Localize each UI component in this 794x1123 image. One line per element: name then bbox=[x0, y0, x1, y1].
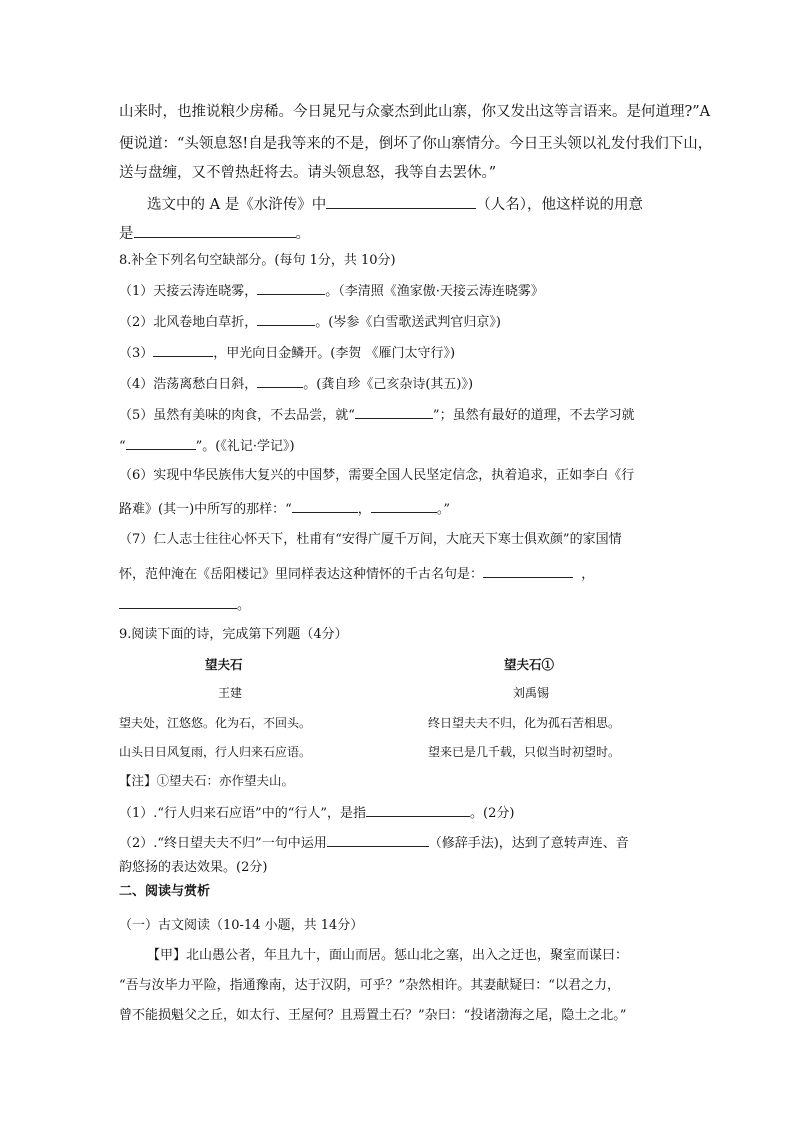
q8-item-1 bbox=[119, 279, 544, 302]
passage-line-2: 便说道：“头领息怒!自是我等来的不是，倒坏了你山寨情分。今日王头领以礼发付我们下山， bbox=[119, 136, 713, 152]
question-7-text-d: 。 bbox=[295, 226, 310, 242]
q8-item-6-end: 。” bbox=[436, 502, 450, 517]
q8-item-7-text-b: 怀，范仲淹在《岳阳楼记》里同样表达这种情怀的千古名句是： bbox=[119, 567, 484, 582]
q8-item-6-text-b: 路难》(其一)中所写的那样：“ bbox=[119, 502, 292, 517]
poem-2-line-1: 终日望夫夫不归，化为孤石苦相思。 bbox=[428, 716, 621, 730]
q8-item-4-text: （4）浩荡离愁白日斜， bbox=[119, 377, 258, 392]
q8-item-5-text-b: ”；虽然有最好的道理，不去学习就 bbox=[432, 408, 635, 423]
q9-sub-1-score: 。(2分) bbox=[470, 806, 515, 821]
q8-item-2-source: 。(岑参《白雪歌送武判官归京》) bbox=[315, 315, 501, 330]
question-7-line-2 bbox=[119, 222, 310, 244]
q8-item-6: （6）实现中华民族伟大复兴的中国梦，需要全国人民坚定信念，执着追求，正如李白《行 bbox=[119, 468, 635, 483]
q8-item-7-cont bbox=[119, 562, 594, 585]
q8-item-7-end bbox=[119, 593, 250, 616]
q8-blank-4[interactable] bbox=[257, 372, 303, 388]
q8-item-5-text: （5）虽然有美味的肉食，不去品尝，就“ bbox=[119, 408, 355, 423]
q9-sub-2-text: （2）.“终日望夫夫不归”一句中运用 bbox=[119, 836, 327, 851]
q8-item-2-text: （2）北风卷地白草折， bbox=[119, 315, 258, 330]
q8-item-5-quote: “ bbox=[119, 439, 126, 454]
question-7-text-b: （人名），他这样说的用意 bbox=[476, 197, 643, 213]
q9-sub-1-text: （1）.“行人归来石应语”中的“行人”，是指 bbox=[119, 806, 366, 821]
question-7-text-a: 选文中的 A 是《水浒传》中 bbox=[147, 197, 327, 213]
poem-1-title: 望夫石 bbox=[205, 657, 243, 672]
classical-text-line-3: 曾不能损魁父之丘，如太行、王屋何？且焉置土石？”杂曰：“投诸渤海之尾，隐土之北。” bbox=[119, 1008, 627, 1023]
q8-item-1-text: （1）天接云涛连晓雾， bbox=[119, 284, 258, 299]
question-8-title: 8.补全下列名句空缺部分。(每句 1分，共 10分) bbox=[119, 253, 396, 268]
answer-blank-intent[interactable] bbox=[134, 222, 296, 238]
q9-blank-1[interactable] bbox=[366, 801, 470, 817]
q9-sub-2-text-b: （修辞手法)，达到了意转声连、音 bbox=[428, 836, 629, 851]
question-7-text-c: 是 bbox=[119, 226, 134, 242]
q8-blank-6a[interactable] bbox=[292, 497, 358, 513]
answer-blank-name[interactable] bbox=[326, 193, 476, 209]
q8-blank-3[interactable] bbox=[153, 341, 213, 357]
q8-item-1-source: 。（李清照《渔家傲·天接云涛连晓雾》 bbox=[325, 284, 544, 299]
q8-item-6-comma: ， bbox=[357, 502, 371, 517]
q8-item-7: （7）仁人志士往往心怀天下，杜甫有“安得广厦千万间，大庇天下寒士俱欢颜”的家国情 bbox=[119, 532, 622, 547]
poem-1-line-1: 望夫处，江悠悠。化为石，不回头。 bbox=[119, 716, 312, 730]
poem-2-author: 刘禹锡 bbox=[513, 686, 550, 700]
poem-note: 【注】①望夫石：亦作望夫山。 bbox=[119, 773, 295, 788]
q8-item-5-cont bbox=[119, 434, 295, 457]
q8-blank-5b[interactable] bbox=[126, 434, 196, 450]
section-2-subtitle: （一）古文阅读（10-14 小题，共 14分） bbox=[119, 918, 364, 933]
classical-text-line-1: 【甲】北山愚公者，年且九十，面山而居。惩山北之塞，出入之迂也，聚室而谋曰： bbox=[147, 948, 629, 963]
q8-blank-7b[interactable] bbox=[119, 593, 237, 609]
q8-item-5 bbox=[119, 403, 635, 426]
q8-blank-2[interactable] bbox=[257, 310, 315, 326]
q8-blank-6b[interactable] bbox=[371, 497, 437, 513]
q8-blank-5a[interactable] bbox=[355, 403, 433, 419]
q8-item-3-text: （3） bbox=[119, 346, 154, 361]
q8-item-7-comma: ， bbox=[581, 567, 595, 582]
passage-line-3: 送与盘缠，又不曾热赶将去。请头领息怒，我等自去罢休。” bbox=[119, 165, 497, 181]
q8-item-6-cont bbox=[119, 497, 450, 520]
q9-sub-2-cont: 韵悠扬的表达效果。(2分) bbox=[119, 860, 268, 875]
q8-item-5-source: ”。(《礼记·学记》) bbox=[195, 439, 295, 454]
q8-blank-7a[interactable] bbox=[483, 562, 573, 578]
question-7-line-1 bbox=[147, 193, 643, 215]
q8-item-7-period: 。 bbox=[237, 598, 251, 613]
q9-blank-2[interactable] bbox=[327, 831, 429, 847]
poem-2-title: 望夫石① bbox=[504, 657, 555, 672]
question-9-title: 9.阅读下面的诗，完成第下列题（4分） bbox=[119, 627, 348, 642]
poem-1-line-2: 山头日日风复雨，行人归来石应语。 bbox=[119, 745, 312, 759]
poem-1-author: 王建 bbox=[218, 686, 243, 700]
passage-line-1: 山来时，也推说粮少房稀。今日晁兄与众豪杰到此山寨，你又发出这等言语来。是何道理?”A bbox=[119, 104, 711, 120]
q8-blank-1[interactable] bbox=[257, 279, 325, 295]
q8-item-4-source: 。(龚自珍《己亥杂诗(其五)》) bbox=[303, 377, 474, 392]
q8-item-3 bbox=[119, 341, 455, 364]
q8-item-4 bbox=[119, 372, 473, 395]
q9-sub-2 bbox=[119, 831, 629, 854]
q8-item-2 bbox=[119, 310, 501, 333]
section-2-title: 二、阅读与赏析 bbox=[119, 884, 211, 899]
q8-item-3-source: ，甲光向日金鳞开。(李贺 《雁门太守行》) bbox=[213, 346, 456, 361]
q9-sub-1 bbox=[119, 801, 514, 824]
poem-2-line-2: 望来已是几千载，只似当时初望时。 bbox=[428, 745, 621, 759]
classical-text-line-2: “吾与汝毕力平险，指通豫南，达于汉阴，可乎？”杂然相许。其妻献疑曰：“以君之力， bbox=[119, 978, 620, 993]
